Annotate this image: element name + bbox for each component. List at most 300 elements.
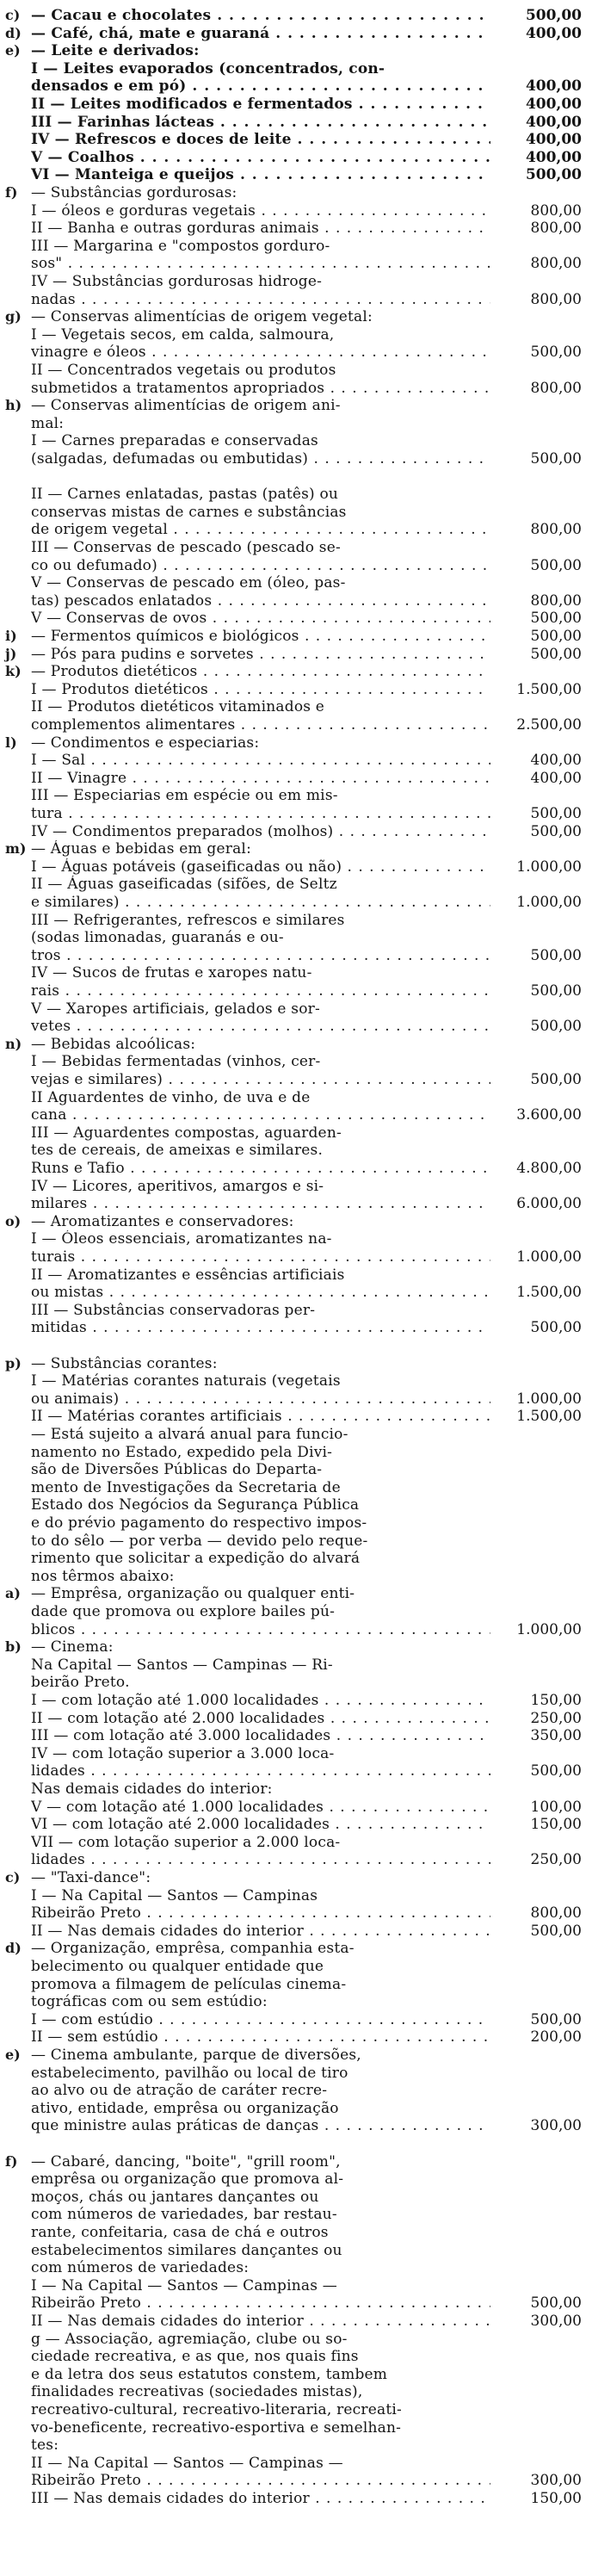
item-text: — Condimentos e especiarias: <box>31 734 260 752</box>
item-value <box>492 2100 582 2117</box>
item-text: — Cinema ambulante, parque de diversões, <box>31 2047 361 2064</box>
item-value <box>492 1444 582 1461</box>
text-line <box>0 1638 592 1656</box>
item-value <box>492 1230 582 1248</box>
item-marker: e) <box>5 42 21 59</box>
item-value <box>492 2366 582 2383</box>
item-text: co ou defumado) . . . <box>31 557 490 574</box>
item-value <box>492 238 582 255</box>
item-text: I — Na Capital — Santos — Campinas — <box>31 2276 337 2294</box>
tariff-line <box>0 2294 592 2312</box>
item-value <box>492 1940 582 1957</box>
item-value <box>492 2455 582 2472</box>
tariff-line <box>0 770 592 787</box>
item-marker: e) <box>5 2047 21 2063</box>
item-value <box>492 2242 582 2259</box>
tariff-line <box>0 1071 592 1088</box>
item-value <box>492 308 582 325</box>
item-text: tas) pescados enlatados . . . <box>31 592 490 610</box>
text-line <box>0 2135 592 2152</box>
item-text: IV — com lotação superior a 3.000 loca- <box>31 1744 335 1762</box>
item-text: milares . . . <box>31 1195 490 1212</box>
text-line <box>0 273 592 290</box>
text-line <box>0 1496 592 1514</box>
tariff-line <box>0 1710 592 1727</box>
item-text: I — Carnes preparadas e conservadas <box>31 432 318 450</box>
item-value: 250,00 <box>530 1851 582 1869</box>
tariff-line <box>0 77 592 95</box>
item-value <box>492 1603 582 1620</box>
item-value <box>492 2383 582 2400</box>
item-text: to do sêlo — por verba — devido pelo reque- <box>31 1532 368 1550</box>
tariff-line <box>0 380 592 397</box>
text-line <box>0 2401 592 2418</box>
item-value <box>492 698 582 715</box>
item-value <box>492 1745 582 1762</box>
item-text: ou mistas . . . <box>31 1284 490 1301</box>
text-line <box>0 2455 592 2472</box>
item-text: VII — com lotação superior a 2.000 loca- <box>31 1833 341 1851</box>
item-value: 350,00 <box>530 1727 582 1745</box>
item-value <box>492 1568 582 1585</box>
tariff-line <box>0 166 592 183</box>
text-line <box>0 1355 592 1372</box>
text-line <box>0 876 592 893</box>
tariff-line <box>0 7 592 24</box>
text-line <box>0 1834 592 1851</box>
text-line <box>0 1302 592 1319</box>
item-text: (sodas limonadas, guaranás e ou- <box>31 929 284 947</box>
item-text: rais . . . <box>31 982 490 1000</box>
item-marker: d) <box>5 24 22 41</box>
tariff-line <box>0 1762 592 1780</box>
tariff-line <box>0 610 592 627</box>
item-text: tura . . . <box>31 805 490 822</box>
tariff-line <box>0 2472 592 2489</box>
item-value: 800,00 <box>530 379 582 397</box>
tariff-line <box>0 450 592 468</box>
item-text: Ribeirão Preto . . . <box>31 2472 490 2489</box>
text-line <box>0 2242 592 2259</box>
item-text: II Aguardentes de vinho, de uva e de <box>31 1088 311 1106</box>
text-line <box>0 1089 592 1106</box>
text-line <box>0 1426 592 1443</box>
tariff-line <box>0 752 592 769</box>
item-value <box>492 1585 582 1602</box>
text-line <box>0 1674 592 1691</box>
item-marker: f) <box>5 2152 18 2170</box>
item-value: 800,00 <box>530 255 582 273</box>
item-value <box>492 184 582 201</box>
text-line <box>0 1585 592 1602</box>
item-text: I — com lotação até 1.000 localidades . . . <box>31 1692 490 1709</box>
text-line <box>0 504 592 521</box>
text-line <box>0 1940 592 1957</box>
item-value: 1.500,00 <box>516 1284 582 1302</box>
item-marker: a) <box>5 1585 21 1602</box>
item-marker: o) <box>5 1212 22 1229</box>
item-text: que ministre aulas práticas de danças . . . <box>31 2117 490 2134</box>
item-text: — Conservas alimentícias de origem ani- <box>31 397 341 415</box>
tariff-line <box>0 344 592 361</box>
item-value <box>492 1036 582 1053</box>
text-line <box>0 574 592 591</box>
item-value: 300,00 <box>530 2313 582 2330</box>
item-text: vejas e similares) . . . <box>31 1071 490 1088</box>
item-text <box>31 1337 490 1354</box>
text-line <box>0 1958 592 1975</box>
text-line <box>0 1887 592 1904</box>
text-line <box>0 1479 592 1496</box>
item-value <box>492 1887 582 1904</box>
text-line <box>0 1514 592 1532</box>
item-text: I — Na Capital — Santos — Campinas <box>31 1886 318 1904</box>
item-value: 400,00 <box>530 769 582 787</box>
item-text: II — com lotação até 2.000 localidades . . . <box>31 1710 490 1727</box>
text-line <box>0 1976 592 1993</box>
text-line <box>0 2224 592 2241</box>
item-value <box>492 1426 582 1443</box>
text-line <box>0 362 592 379</box>
item-text: — Leite e derivados: <box>31 42 200 60</box>
item-value <box>492 2401 582 2418</box>
item-text: rimento que solicitar a expedição do alvará <box>31 1550 361 1568</box>
item-text: III — Especiarias em espécie ou em mis- <box>31 787 338 805</box>
item-text: g — Associação, agremiação, clube ou so- <box>31 2330 348 2348</box>
item-text: V — com lotação até 1.000 localidades . . . <box>31 1799 490 1816</box>
item-text: III — com lotação até 3.000 localidades . . . <box>31 1727 490 1744</box>
item-marker: l) <box>5 734 17 751</box>
item-marker: n) <box>5 1035 22 1052</box>
tariff-line <box>0 1816 592 1833</box>
item-value: 400,00 <box>525 131 582 149</box>
item-text: I — com estúdio . . . <box>31 2011 490 2028</box>
item-text: tográficas com ou sem estúdio: <box>31 1993 268 2011</box>
item-value: 150,00 <box>530 2490 582 2507</box>
item-text: II — Vinagre . . . <box>31 770 490 787</box>
text-line <box>0 2100 592 2117</box>
item-value: 400,00 <box>530 752 582 770</box>
item-text: — Aromatizantes e conservadores: <box>31 1212 294 1230</box>
item-value <box>492 876 582 893</box>
item-text: III — Farinhas lácteas . . . <box>31 114 490 131</box>
tariff-line <box>0 2490 592 2507</box>
item-text: II — Concentrados vegetais ou produtos <box>31 362 336 379</box>
tariff-line <box>0 1248 592 1266</box>
item-value: 500,00 <box>525 7 582 24</box>
item-text: ciedade recreativa, e as que, nos quais fins <box>31 2348 359 2366</box>
item-text: II — sem estúdio . . . <box>31 2028 490 2046</box>
text-line <box>0 1461 592 1478</box>
item-value: 400,00 <box>525 96 582 113</box>
item-text: I — Produtos dietéticos . . . <box>31 681 490 698</box>
item-value <box>492 1355 582 1372</box>
item-text <box>31 468 490 486</box>
item-value <box>492 2153 582 2170</box>
item-text: — Cacau e chocolates . . . <box>31 7 490 24</box>
item-value <box>492 362 582 379</box>
item-value <box>492 1461 582 1478</box>
tariff-line <box>0 628 592 645</box>
item-text: — Emprêsa, organização ou qualquer enti- <box>31 1585 355 1603</box>
text-line <box>0 2348 592 2365</box>
item-text: belecimento ou qualquer entidade que <box>31 1958 324 1975</box>
tariff-line <box>0 1408 592 1425</box>
item-value <box>492 397 582 414</box>
item-value <box>492 2419 582 2437</box>
item-text: emprêsa ou organização que promova al- <box>31 2170 344 2189</box>
item-text: — Substâncias gordurosas: <box>31 184 237 201</box>
item-text: IV — Substâncias gordurosas hidroge- <box>31 273 323 290</box>
item-text: — Fermentos químicos e biológicos . . . <box>31 628 490 645</box>
item-value <box>492 60 582 77</box>
text-line <box>0 840 592 858</box>
text-line <box>0 2065 592 2082</box>
item-text: I — Leites evaporados (concentrados, con- <box>31 59 385 77</box>
item-text: Na Capital — Santos — Campinas — Ri- <box>31 1656 333 1674</box>
tariff-line <box>0 592 592 610</box>
text-line <box>0 1533 592 1550</box>
item-value <box>492 486 582 503</box>
item-text: ou animais) . . . <box>31 1390 490 1408</box>
text-line <box>0 2206 592 2223</box>
item-text: rante, confeitaria, casa de chá e outros <box>31 2224 329 2241</box>
item-value <box>492 2348 582 2365</box>
item-value <box>492 1976 582 1993</box>
text-line <box>0 486 592 503</box>
item-value: 800,00 <box>530 1904 582 1923</box>
tariff-line <box>0 894 592 911</box>
item-value <box>492 1533 582 1550</box>
text-line <box>0 415 592 432</box>
item-value <box>492 2082 582 2099</box>
item-text: dade que promova ou explore bailes pú- <box>31 1603 336 1620</box>
text-line <box>0 1036 592 1053</box>
item-text: tros . . . <box>31 947 490 964</box>
item-text: I — Vegetais secos, em calda, salmoura, <box>31 325 335 344</box>
item-text: tes de cereais, de ameixas e similares. <box>31 1142 324 1160</box>
text-line <box>0 60 592 77</box>
item-value <box>492 2331 582 2348</box>
item-value: 500,00 <box>530 556 582 574</box>
item-value: 1.000,00 <box>516 1390 582 1408</box>
text-line <box>0 1142 592 1159</box>
item-value <box>492 1496 582 1514</box>
item-text: recreativo-cultural, recreativo-literaria, recreati- <box>31 2401 402 2418</box>
item-text: lidades . . . <box>31 1762 490 1780</box>
item-value: 400,00 <box>525 148 582 166</box>
item-value <box>492 1479 582 1496</box>
text-line <box>0 2419 592 2437</box>
item-text: III — Refrigerantes, refrescos e similares <box>31 911 345 929</box>
item-value <box>492 42 582 59</box>
item-value <box>492 432 582 449</box>
item-value <box>492 912 582 929</box>
item-marker: c) <box>5 1869 21 1886</box>
item-value: 500,00 <box>525 166 582 184</box>
item-value <box>492 1089 582 1106</box>
tariff-line <box>0 1692 592 1709</box>
item-marker: m) <box>5 840 27 858</box>
item-text: V — Conservas de pescado em (óleo, pas- <box>31 574 346 592</box>
item-text: estabelecimento, pavilhão ou local de tiro <box>31 2064 348 2082</box>
text-line <box>0 432 592 449</box>
item-value: 500,00 <box>530 645 582 663</box>
text-line <box>0 734 592 752</box>
item-value <box>492 1000 582 1018</box>
item-text: estabelecimentos similares dançantes ou <box>31 2241 342 2259</box>
item-value <box>492 504 582 521</box>
item-text: submetidos a tratamentos apropriados . . . <box>31 380 490 397</box>
item-text: ativo, entidade, emprêsa ou organização <box>31 2099 339 2117</box>
item-text: e do prévio pagamento do respectivo impos- <box>31 1514 367 1532</box>
tariff-line <box>0 823 592 840</box>
item-value: 300,00 <box>530 2472 582 2490</box>
text-line <box>0 238 592 255</box>
item-value <box>492 2065 582 2082</box>
text-line <box>0 308 592 325</box>
item-text: II — Águas gaseificadas (sifões, de Seltz <box>31 876 337 894</box>
item-value <box>492 1674 582 1691</box>
item-value <box>492 2189 582 2206</box>
item-text: — Conservas alimentícias de origem vegetal: <box>31 308 373 326</box>
item-text: mento de Investigações da Secretaria de <box>31 1478 341 1496</box>
text-line <box>0 1372 592 1390</box>
item-text: IV — Condimentos preparados (molhos) . . . <box>31 823 490 840</box>
item-value <box>492 539 582 556</box>
text-line <box>0 2331 592 2348</box>
text-line <box>0 1213 592 1230</box>
item-value <box>492 1053 582 1070</box>
item-value <box>492 787 582 804</box>
item-text: finalidades recreativas (sociedades mistas), <box>31 2383 363 2401</box>
item-value <box>492 2170 582 2188</box>
text-line <box>0 397 592 414</box>
item-value <box>492 1780 582 1798</box>
item-text: II — Carnes enlatadas, pastas (patês) ou <box>31 486 339 504</box>
tariff-line <box>0 149 592 166</box>
item-value: 500,00 <box>530 1922 582 1940</box>
tariff-line <box>0 202 592 220</box>
item-text: II — Banha e outras gorduras animais . . . <box>31 220 490 237</box>
text-line <box>0 1000 592 1018</box>
item-value <box>492 929 582 946</box>
tariff-line <box>0 2313 592 2330</box>
text-line <box>0 2082 592 2099</box>
item-text: VI — com lotação até 2.000 localidades . . . <box>31 1816 490 1833</box>
item-text: VI — Manteiga e queijos . . . <box>31 166 490 183</box>
tariff-line <box>0 1904 592 1922</box>
item-marker: b) <box>5 1638 22 1656</box>
text-line <box>0 1053 592 1070</box>
item-value: 1.000,00 <box>516 894 582 911</box>
item-text: vinagre e óleos . . . <box>31 344 490 361</box>
tariff-line <box>0 1106 592 1124</box>
item-text: vo-beneficente, recreativo-esportiva e semelhan- <box>31 2418 402 2437</box>
text-line <box>0 2366 592 2383</box>
text-line <box>0 2277 592 2294</box>
item-text: sos" . . . <box>31 255 490 272</box>
item-text: Runs e Tafio . . . <box>31 1160 490 1177</box>
text-line <box>0 1656 592 1674</box>
tariff-line <box>0 1727 592 1744</box>
item-value <box>492 1213 582 1230</box>
text-line <box>0 2047 592 2064</box>
tariff-line <box>0 114 592 131</box>
item-text: — Pós para pudins e sorvetes . . . <box>31 646 490 663</box>
item-text: — Cinema: <box>31 1638 114 1656</box>
item-value: 800,00 <box>530 220 582 238</box>
item-text: II — Nas demais cidades do interior . . . <box>31 1923 490 1940</box>
tariff-line <box>0 25 592 42</box>
item-value <box>492 1869 582 1886</box>
item-text: II — Na Capital — Santos — Campinas — <box>31 2454 343 2472</box>
text-line <box>0 1266 592 1284</box>
item-text: — Produtos dietéticos . . . <box>31 663 490 680</box>
text-line <box>0 1780 592 1798</box>
text-line <box>0 326 592 344</box>
item-value: 400,00 <box>525 77 582 96</box>
item-value: 400,00 <box>525 24 582 42</box>
tariff-line <box>0 220 592 237</box>
tariff-line <box>0 131 592 148</box>
text-line <box>0 964 592 981</box>
item-value: 500,00 <box>530 822 582 840</box>
item-marker: k) <box>5 663 22 680</box>
text-line <box>0 2383 592 2400</box>
tariff-line <box>0 681 592 698</box>
item-text: (salgadas, defumadas ou embutidas) . . . <box>31 450 490 468</box>
item-value: 800,00 <box>530 521 582 539</box>
item-text: V — Xaropes artificiais, gelados e sor- <box>31 1000 320 1018</box>
tariff-line <box>0 1390 592 1408</box>
item-text: III — Margarina e "compostos gorduro- <box>31 237 330 255</box>
text-line <box>0 468 592 486</box>
item-value <box>492 2259 582 2276</box>
item-text: — "Taxi-dance": <box>31 1869 151 1886</box>
tariff-line <box>0 1195 592 1212</box>
tariff-line <box>0 805 592 822</box>
item-text: — Café, chá, mate e guaraná . . . <box>31 25 490 42</box>
item-value <box>492 1638 582 1656</box>
item-value <box>492 1337 582 1354</box>
item-text: IV — Sucos de frutas e xaropes natu- <box>31 964 312 982</box>
item-value <box>492 468 582 486</box>
text-line <box>0 42 592 59</box>
text-line <box>0 1745 592 1762</box>
item-text: I — Matérias corantes naturais (vegetais <box>31 1372 341 1390</box>
item-value <box>492 840 582 858</box>
item-value <box>492 1834 582 1851</box>
item-value: 500,00 <box>530 344 582 362</box>
item-value: 800,00 <box>530 201 582 220</box>
item-text <box>31 2135 490 2152</box>
item-value <box>492 1302 582 1319</box>
text-line <box>0 1337 592 1354</box>
item-text: I — Sal . . . <box>31 752 490 769</box>
item-value: 1.000,00 <box>516 1248 582 1266</box>
item-text: namento no Estado, expedido pela Divi- <box>31 1443 333 1461</box>
tariff-line <box>0 557 592 574</box>
tariff-line <box>0 716 592 734</box>
item-value: 300,00 <box>530 2117 582 2135</box>
item-value <box>492 273 582 290</box>
tariff-line <box>0 1319 592 1336</box>
item-value: 500,00 <box>530 1018 582 1036</box>
item-value <box>492 663 582 680</box>
item-text: IV — Licores, aperitivos, amargos e si- <box>31 1177 324 1195</box>
item-text: são de Diversões Públicas do Departa- <box>31 1461 323 1479</box>
